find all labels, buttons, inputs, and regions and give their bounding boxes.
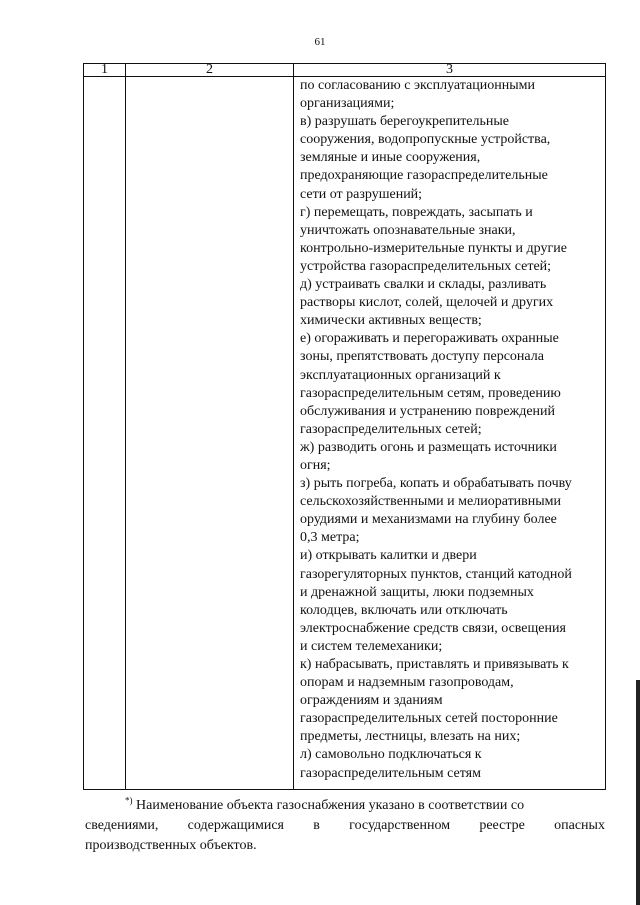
text-line: зоны, препятствовать доступу персонала xyxy=(300,349,544,365)
text-line: газораспределительных сетей посторонние xyxy=(300,711,558,727)
footnote-marker: *) xyxy=(125,795,133,806)
text-line: устройства газораспределительных сетей; xyxy=(300,258,552,274)
column-3-cell xyxy=(294,77,606,790)
text-line: обслуживания и устранению повреждений xyxy=(300,403,556,419)
footnote-word: опасных xyxy=(554,818,605,833)
footnote xyxy=(85,796,605,856)
text-line: сети от разрушений; xyxy=(300,186,423,202)
page-number: 61 xyxy=(314,36,326,48)
table-row xyxy=(84,77,606,790)
table-header-row xyxy=(84,64,606,77)
text-line: к) набрасывать, приставлять и привязывать к xyxy=(300,657,569,672)
text-line: сооружения, водопропускные устройства, xyxy=(300,132,551,148)
text-line: г) перемещать, повреждать, засыпать и xyxy=(300,204,533,220)
text-line: сельскохозяйственными и мелиоративными xyxy=(300,494,562,510)
text-line: д) устраивать свалки и склады, разливать xyxy=(300,277,547,293)
footnote-text: Наименование объекта газоснабжения указано в соответствии со xyxy=(136,798,525,813)
text-line: по согласованию с эксплуатационными xyxy=(300,78,535,93)
column-header-3: 3 xyxy=(294,64,606,77)
text-line: и систем телемеханики; xyxy=(300,638,443,654)
text-line: земляные и иные сооружения, xyxy=(300,150,481,166)
text-line: предохраняющие газораспределительные xyxy=(300,168,548,184)
text-line: электроснабжение средств связи, освещения xyxy=(300,620,566,636)
text-line: в) разрушать берегоукрепительные xyxy=(300,114,510,130)
footnote-word: содержащимися xyxy=(187,818,284,833)
text-line: организациями; xyxy=(300,96,395,112)
text-line: уничтожать опознавательные знаки, xyxy=(300,222,516,238)
footnote-word: реестре xyxy=(479,818,525,833)
text-line: эксплуатационных организаций к xyxy=(300,367,501,383)
text-line: газораспределительным сетям, проведению xyxy=(300,385,561,401)
text-line: огня; xyxy=(300,457,331,473)
footnote-word: в xyxy=(313,818,320,833)
text-line: з) рыть погреба, копать и обрабатывать почву xyxy=(300,476,572,492)
column-header-2: 2 xyxy=(126,64,294,77)
text-line: и дренажной защиты, люки подземных xyxy=(300,584,534,600)
text-line: орудиями и механизмами на глубину более xyxy=(300,512,557,528)
text-line: газораспределительных сетей; xyxy=(300,421,482,437)
text-line: растворы кислот, солей, щелочей и других xyxy=(300,295,554,311)
footnote-line-1 xyxy=(85,796,605,816)
scan-edge-mark xyxy=(636,680,640,905)
text-line: ж) разводить огонь и размещать источники xyxy=(300,439,557,455)
column-2-cell xyxy=(126,77,294,790)
text-line: 0,3 метра; xyxy=(300,530,360,546)
text-line: ограждениям и зданиям xyxy=(300,693,443,709)
column-header-1: 1 xyxy=(84,64,126,77)
text-line: и) открывать калитки и двери xyxy=(300,548,477,564)
text-line: предметы, лестницы, влезать на них; xyxy=(300,729,521,745)
text-line: химически активных веществ; xyxy=(300,313,482,329)
footnote-line-2 xyxy=(85,816,605,836)
footnote-word: сведениями, xyxy=(85,818,159,833)
footnote-word: государственном xyxy=(349,818,451,833)
text-line: колодцев, включать или отключать xyxy=(300,602,508,618)
text-line: газораспределительным сетям xyxy=(300,765,481,781)
column-1-cell xyxy=(84,77,126,790)
text-line: е) огораживать и перегораживать охранные xyxy=(300,331,559,347)
text-line: л) самовольно подключаться к xyxy=(300,747,482,763)
text-line: контрольно-измерительные пункты и другие xyxy=(300,240,567,256)
footnote-line-3: производственных объектов. xyxy=(85,838,257,853)
content-table xyxy=(83,63,606,790)
text-line: опорам и надземным газопроводам, xyxy=(300,675,514,691)
text-line: газорегуляторных пунктов, станций катодной xyxy=(300,566,572,582)
